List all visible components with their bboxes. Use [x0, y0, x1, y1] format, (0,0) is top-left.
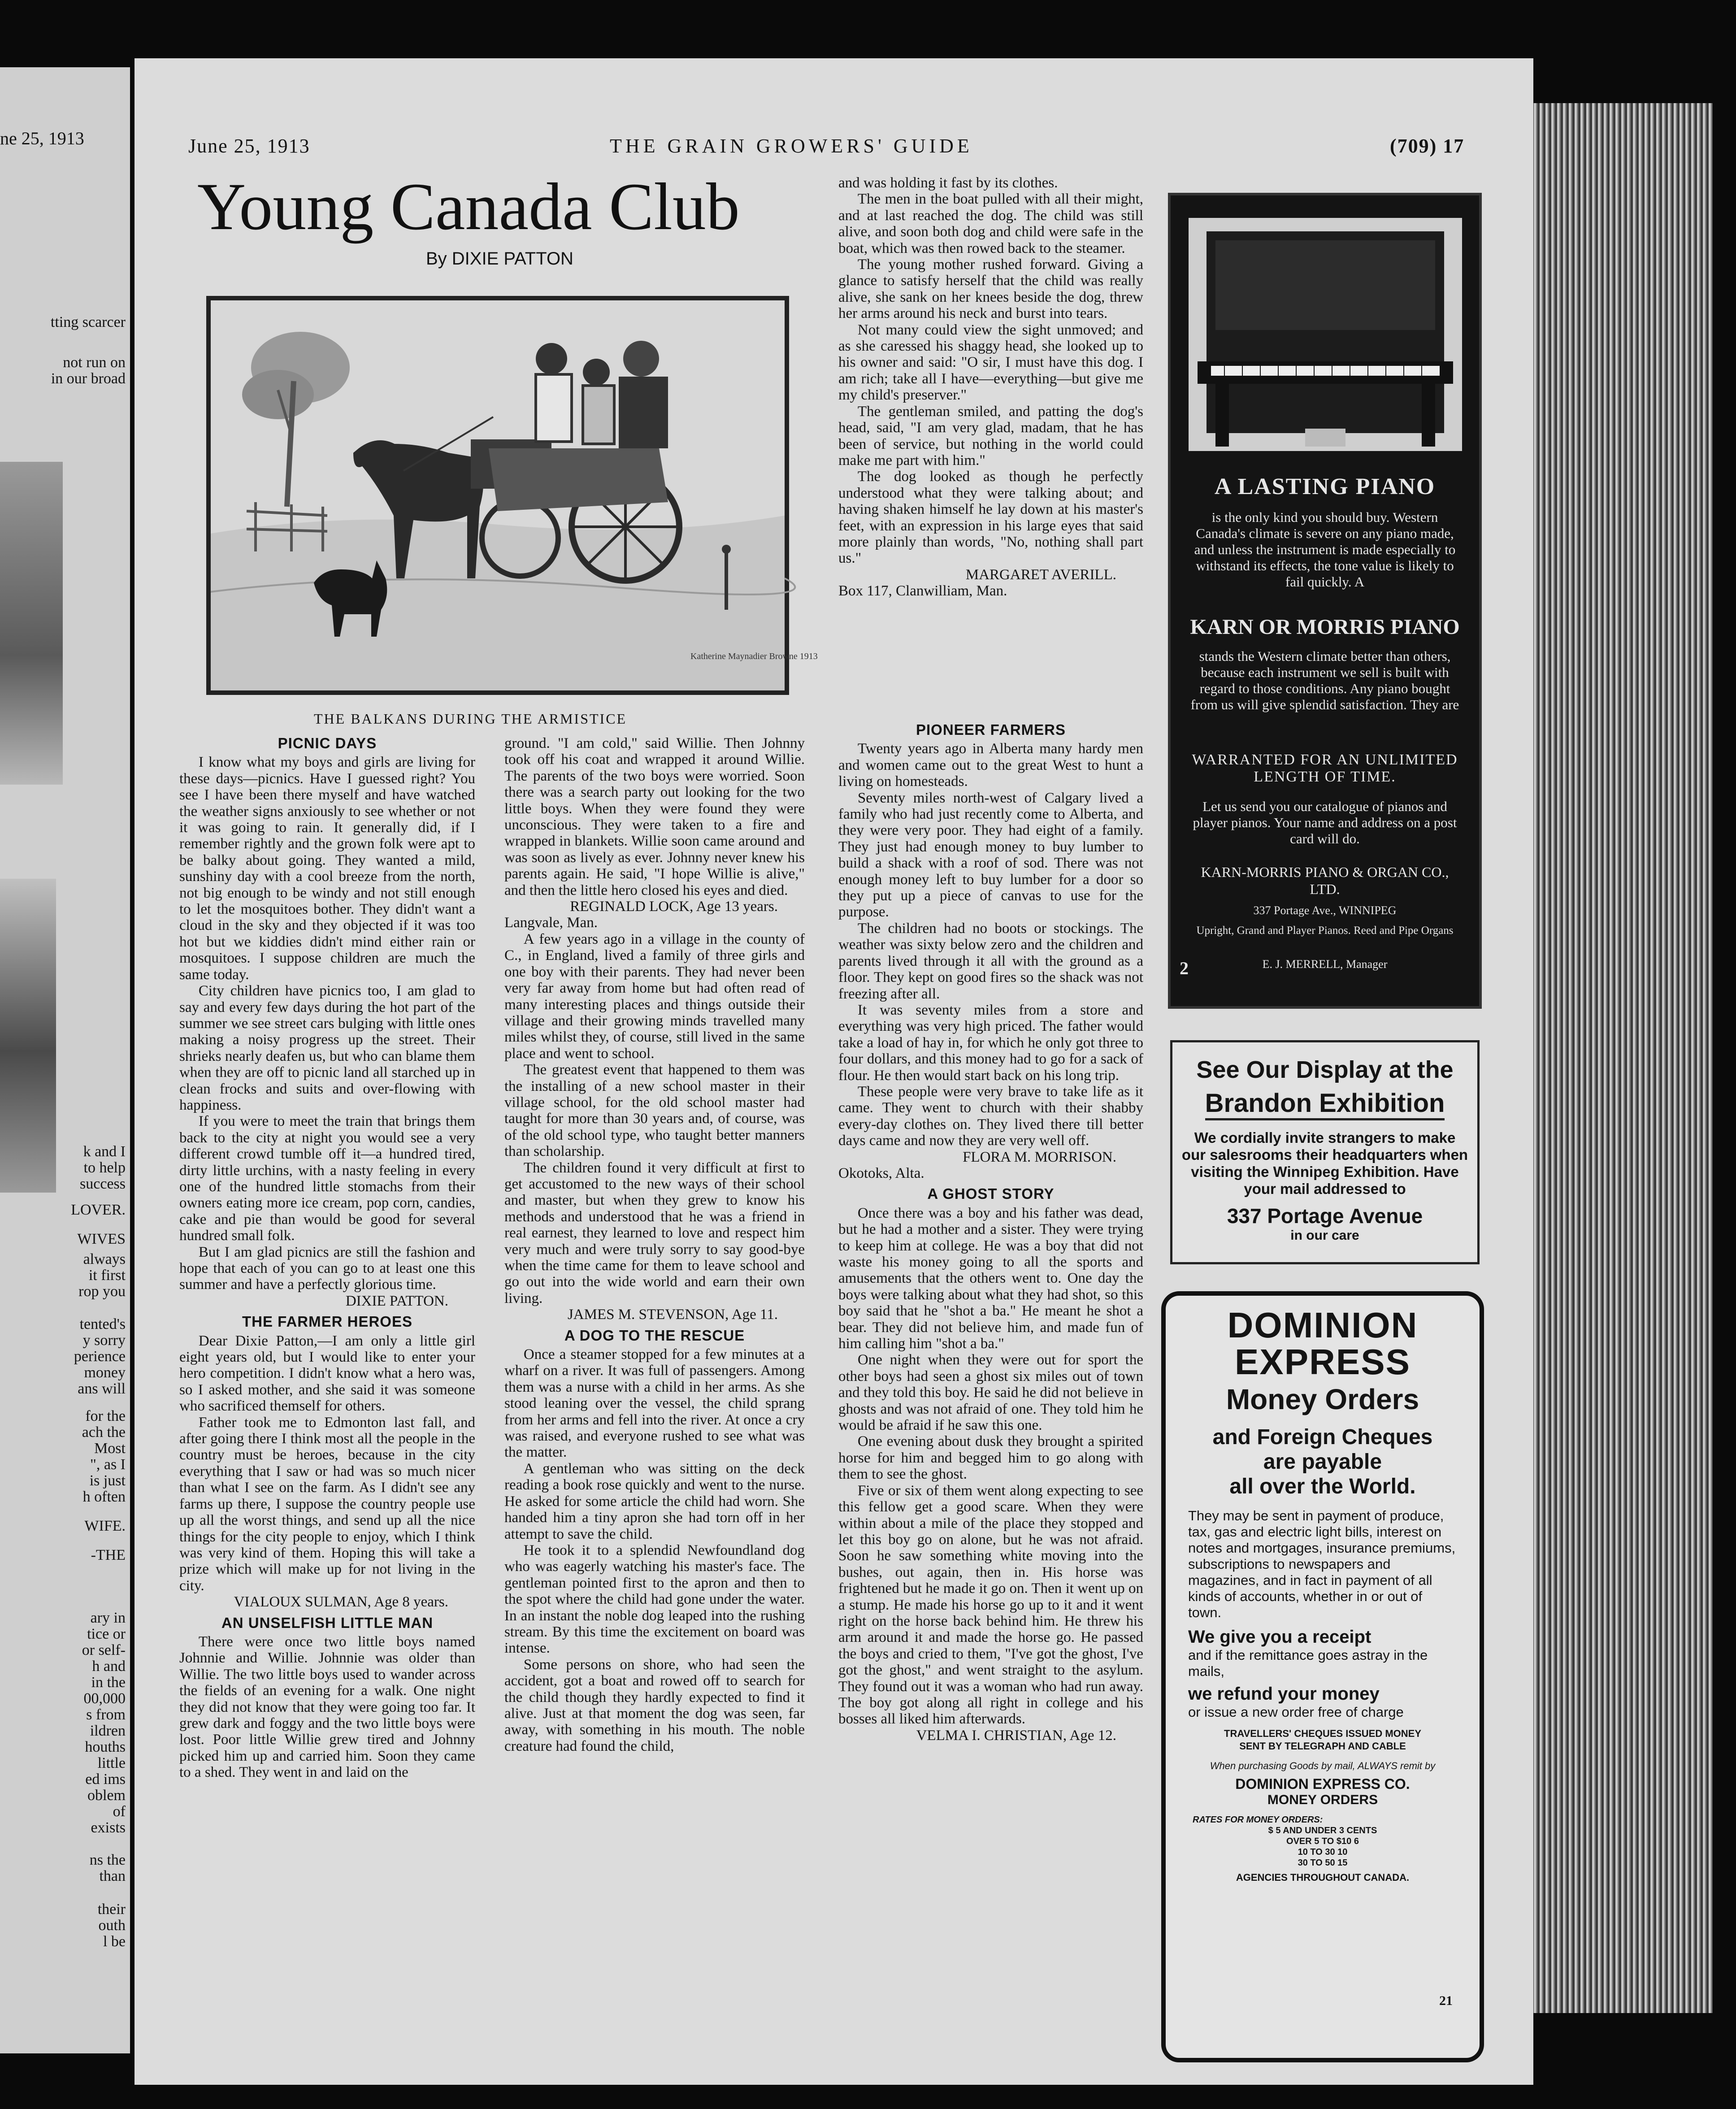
article-paragraph: I know what my boys and girls are living for these days—picnics. Have I guessed right? You see I have been there myself and have watched the weather signs anxiously to see whether or not it was going to rain. It generally did, if I remember rightly and the grown folk were apt to be balky about going. They wanted a mild, sunshiny day with a cool breeze from the north, not big enough to be windy and not still enough to let the mosquitoes bother. They didn't want a cloud in the sky and they objected if it was too hot but we kiddies didn't mind either rain or mosquitoes. I suppose children are much the same today. [179, 754, 475, 983]
piano-corner-mark: 2 [1180, 958, 1189, 978]
piano-manager: E. J. MERRELL, Manager [1262, 958, 1388, 971]
article-signature: FLORA M. MORRISON. [963, 1149, 1116, 1165]
left-page-fragment: ", as I [90, 1456, 126, 1473]
carriage-illustration [206, 296, 818, 695]
article-paragraph: He took it to a splendid Newfoundland dog who was eagerly watching his master's face. The gentleman pointed first to the apron and then to the spot where the child had gone under the water. In an instant the noble dog leaped into the rushing stream. By this time the excitement on board was intense. [504, 1542, 805, 1657]
piano-company: KARN-MORRIS PIANO & ORGAN CO., LTD. [1201, 864, 1449, 897]
left-page-fragment: ans will [78, 1380, 126, 1397]
express-money-orders: Money Orders [1226, 1383, 1419, 1415]
left-page-fragment: y sorry [82, 1332, 126, 1349]
express-company-orders: MONEY ORDERS [1267, 1792, 1378, 1807]
left-page-fragment: l be [103, 1933, 126, 1950]
left-page-fragment: to help [83, 1159, 126, 1176]
express-refund: we refund your money [1188, 1684, 1380, 1704]
left-page-fragment: of [113, 1803, 126, 1820]
article-paragraph: There were once two little boys named Johnnie and Willie. Johnnie was older than Willie. The two little boys used to wander across the fields of an evening for a walk. One night they did not know that they were going too far. It grew dark and foggy and the two little boys were lost. Poor little Willie grew tired and Johnny picked him up and carried him. Soon they came to a shed. They went in and laid on the [179, 1633, 475, 1781]
article-paragraph: Dear Dixie Patton,—I am only a little girl eight years old, but I would like to enter your hero competition. I didn't know what a hero was, so I asked mother, and she said it was someone who sacrificed themself for others. [179, 1332, 475, 1415]
column-3-top [838, 175, 1143, 599]
left-page-fragment: it first [88, 1267, 126, 1284]
piano-warranty: WARRANTED FOR AN UNLIMITED LENGTH OF TIME. [1192, 751, 1458, 785]
article-paragraph: ground. "I am cold," said Willie. Then Johnny took off his coat and wrapped it around Willie. The parents of the two boys were worried. Soon there was a search party out looking for the two little boys. When they were found they were unconscious. They were taken to a fire and wrapped in blankets. Willie soon came around and was soon as lively as ever. Johnny never knew his parents again. He said, "I hope Willie is alive," and then the little hero closed his eyes and died. [504, 735, 805, 898]
express-mark: 21 [1439, 1993, 1453, 2008]
express-body: They may be sent in payment of produce, tax, gas and electric light bills, interest on notes and mortgages, insurance premiums, subscriptions to newspapers and magazines, and in fact in payment of all kinds of accounts, whether in or out of town. [1188, 1508, 1456, 1620]
left-page-fragment: s from [86, 1706, 126, 1723]
express-agencies: AGENCIES THROUGHOUT CANADA. [1236, 1872, 1410, 1883]
left-page-fragment: rop you [78, 1283, 126, 1300]
article-paragraph: Once there was a boy and his father was dead, but he had a mother and a sister. They were trying to keep him at college. He was a boy that did not waste his money going to all the sports and amusements that the others went to. One day the boys were talking about what they had shot, so this boy said that he "shot a ba." He meant he shot a bear. They did not believe him, and made fun of him calling him "shot a ba." [838, 1205, 1143, 1352]
article-signature: VIALOUX SULMAN, Age 8 years. [234, 1594, 448, 1610]
book-page-edges [1520, 103, 1713, 2013]
left-page-fragment: oblem [87, 1787, 126, 1804]
article-paragraph: Twenty years ago in Alberta many hardy men and women came out to the great West to hunt a living on homesteads. [838, 741, 1143, 790]
left-page-fragment: perience [74, 1348, 126, 1365]
upright-piano-icon [1189, 218, 1462, 451]
left-page-fragment: outh [98, 1917, 126, 1934]
article-signature: DIXIE PATTON. [345, 1293, 448, 1309]
article-heading: A GHOST STORY [927, 1185, 1055, 1202]
article-paragraph: Some persons on shore, who had seen the accident, got a boat and rowed off to search for the child though they hardly expected to find it alive. Just at that moment the dog was seen, far away, with something in his mouth. The noble creature had found the child, [504, 1656, 805, 1754]
left-page-fragment: k and I [83, 1143, 126, 1160]
left-page-fragment: in our broad [51, 370, 126, 387]
left-page-fragment: not run on [63, 354, 126, 371]
express-receipt: We give you a receipt [1188, 1627, 1371, 1647]
rate-row: $ 5 AND UNDER 3 CENTS [1268, 1826, 1377, 1836]
article-paragraph: Not many could view the sight unmoved; and as she caressed his shaggy head, she looked up to his owner and said: "O sir, I must have this dog. I am rich; take all I have—everything—but give me my child's preserver." [838, 321, 1143, 404]
rate-row: 30 TO 50 15 [1298, 1858, 1348, 1868]
express-receipt-rest: and if the remittance goes astray in the mails, [1188, 1647, 1428, 1679]
article-heading: PICNIC DAYS [278, 735, 377, 751]
display-line-1: See Our Display at the [1196, 1056, 1454, 1083]
article-paragraph: The men in the boat pulled with all their might, and at last reached the dog. The child was still alive, and soon both dog and child were safe in the boat, which was then rowed back to the steamer. [838, 191, 1143, 256]
article-signature: JAMES M. STEVENSON, Age 11. [567, 1306, 778, 1323]
piano-brand: KARN OR MORRIS PIANO [1190, 615, 1460, 639]
left-page-fragment: little [97, 1755, 126, 1771]
left-page-fragment: is just [89, 1472, 126, 1489]
left-page-fragment: always [83, 1251, 126, 1267]
article-heading: AN UNSELFISH LITTLE MAN [221, 1614, 434, 1631]
left-page-fragment: WIFE. [84, 1518, 126, 1534]
article-paragraph: If you were to meet the train that brings them back to the city at night you would see a very different crowd tumble off it—a hundred tired, dirty little urchins, with a nasty feeling in every one of the hundred little stomachs from their owners eating more ice cream, pop corn, candies, cake and pie than would be good for several hundred small folk. [179, 1113, 475, 1244]
article-paragraph: A few years ago in a village in the county of C., in England, lived a family of three girls and one boy with their parents. They had never been very far away from home but had often read of many interesting places and things outside their village and their growing minds travelled many miles whilst they, of course, still lived in the same place and went to school. [504, 931, 805, 1062]
left-page-fragment: their [97, 1901, 126, 1918]
display-line-2: Brandon Exhibition [1205, 1088, 1445, 1120]
express-payable: are payable [1263, 1450, 1382, 1474]
page-title: Young Canada Club [197, 169, 740, 244]
article-paragraph: and was holding it fast by its clothes. [838, 175, 1058, 191]
article-signature: REGINALD LOCK, Age 13 years. [570, 898, 778, 915]
express-rates-title: RATES FOR MONEY ORDERS: [1193, 1815, 1323, 1825]
article-paragraph: These people were very brave to take life as it came. They went to church with their shabby every-day clothes on. They lived there till better days came and now they are very well off. [838, 1083, 1143, 1149]
artist-signature: Katherine Maynadier Browne 1913 [690, 651, 818, 661]
column-1 [179, 731, 475, 1781]
rate-row: OVER 5 TO $10 6 [1286, 1836, 1359, 1846]
byline: By DIXIE PATTON [426, 249, 573, 269]
column-2 [504, 735, 805, 1754]
left-page-fragment: LOVER. [71, 1202, 126, 1218]
illustration-caption: THE BALKANS DURING THE ARMISTICE [314, 711, 627, 727]
piano-address: 337 Portage Ave., WINNIPEG [1253, 904, 1397, 917]
karn-piano-advertisement [1168, 193, 1482, 1009]
article-paragraph: But I am glad picnics are still the fashion and hope that each of you can go to at least one this summer and have a perfectly glorious time. [179, 1244, 475, 1293]
display-care: in our care [1290, 1228, 1359, 1243]
left-page-fragment: tented's [79, 1316, 126, 1332]
piano-body-3: Let us send you our catalogue of pianos and player pianos. Your name and address on a post card will do. [1193, 798, 1457, 846]
article-heading: PIONEER FARMERS [916, 721, 1066, 738]
left-page-fragment: than [99, 1868, 126, 1884]
left-page-fragment: ed ims [85, 1771, 126, 1788]
left-page-fragment: exists [91, 1819, 126, 1836]
left-page-margin [0, 67, 130, 2053]
left-page-fragment: -THE [91, 1547, 126, 1563]
article-paragraph: One night when they were out for sport the other boys had seen a ghost six miles out of town and they told this boy. He said he did not believe in ghosts and was not afraid of one. They told him he would be afraid if he saw this one. [838, 1352, 1143, 1434]
left-page-fragment: tting scarcer [50, 314, 126, 330]
header-page-number: (709) 17 [1390, 135, 1465, 157]
express-world: all over the World. [1229, 1475, 1416, 1498]
article-paragraph: The children had no boots or stockings. The weather was sixty below zero and the children and parents lived through it all with the ground as a floor. They kept on good fires so the shack was not freezing after all. [838, 920, 1143, 1002]
left-page-fragment: ach the [82, 1424, 126, 1441]
piano-body-2: stands the Western climate better than others, because each instrument we sell is built with regard to those conditions. Any piano bought from us will give splendid satisfaction. They are [1190, 648, 1459, 712]
left-page-fragment: houths [85, 1739, 126, 1755]
left-page-fragment: h and [92, 1658, 126, 1675]
cart-drawing [211, 300, 818, 690]
express-travellers: TRAVELLERS' CHEQUES ISSUED MONEY SENT BY TELEGRAPH AND CABLE [1224, 1728, 1421, 1752]
left-page-fragment: WIVES [77, 1231, 126, 1247]
column-3-bottom [838, 717, 1143, 1744]
express-cheques: and Foreign Cheques [1212, 1425, 1433, 1449]
article-paragraph: The children found it very difficult at first to get accustomed to the new ways of their school and master, but when they grew to know his methods and understood that he was a friend in real earnest, they learned to love and respect him very much and were truly sorry to say good-bye when the time came for them to leave school and go out into the wide world and earn their own living. [504, 1159, 805, 1306]
article-signature: VELMA I. CHRISTIAN, Age 12. [916, 1727, 1116, 1744]
left-page-illustration [0, 462, 63, 785]
express-brand-2: EXPRESS [1235, 1342, 1410, 1382]
left-page-fragment: for the [85, 1408, 126, 1424]
piano-picture [1189, 218, 1462, 451]
piano-products: Upright, Grand and Player Pianos. Reed and Pipe Organs [1196, 924, 1454, 937]
article-place: Box 117, Clanwilliam, Man. [838, 583, 1007, 599]
left-page-fragment: money [84, 1364, 126, 1381]
display-body: We cordially invite strangers to make our salesrooms their headquarters when visiting the Winnipeg Exhibition. Have your mail addressed to [1181, 1129, 1468, 1197]
article-place: Langvale, Man. [504, 915, 598, 931]
article-paragraph: Seventy miles north-west of Calgary lived a family who had just recently come to Alberta, and they were very poor. They had eight of a family. They just had enough money to buy lumber to build a shack with a roof of sod. There was not enough money left to buy lumber for a door so they put up a piece of canvas to use for the purpose. [838, 790, 1143, 920]
left-page-date: ne 25, 1913 [0, 128, 84, 148]
express-refund-rest: or issue a new order free of charge [1188, 1704, 1404, 1720]
express-purchasing: When purchasing Goods by mail, ALWAYS remit by [1210, 1760, 1436, 1771]
left-page-fragment: in the [91, 1674, 126, 1691]
article-paragraph: The young mother rushed forward. Giving a glance to satisfy herself that the child was really alive, she sank on her knees beside the dog, threw her arms around his neck and burst into tears. [838, 256, 1143, 322]
article-paragraph: Father took me to Edmonton last fall, and after going there I think most all the people in the country must be heroes, because in the city everything that I saw or had was so much nicer than what I see on the farm. As I didn't see any farms up there, I suppose the country people use up all the worst things, and send up all the nice things for the city people to enjoy, which I think was very kind of them. Hoping this will take a prize which will make up for not living in the city. [179, 1414, 475, 1594]
article-place: Okotoks, Alta. [838, 1165, 924, 1181]
article-paragraph: The gentleman smiled, and patting the dog's head, said, "I am very glad, madam, that he has been of service, but nothing in the world could make me part with him." [838, 403, 1143, 469]
brandon-exhibition-advertisement [1170, 1040, 1480, 1264]
express-rates-table [1193, 1825, 1453, 1868]
piano-body-1: is the only kind you should buy. Western Canada's climate is severe on any piano made, and unless the instrument is made especially to withstand its effects, the tone value is likely to fail quickly. A [1194, 509, 1456, 590]
article-paragraph: The greatest event that happened to them was the installing of a new school master in their village school, for the old school master had taught for more than 30 years and, of course, was of the old school type, who taught better manners than scholarship. [504, 1062, 805, 1160]
article-heading: THE FARMER HEROES [242, 1313, 413, 1330]
left-page-fragment: success [80, 1176, 126, 1192]
left-page-fragment: 00,000 [83, 1690, 126, 1707]
article-paragraph: Five or six of them went along expecting to see this fellow get a good scare. When they were within about a mile of the place they stopped and let this boy go on alone, but he was not afraid. Soon he saw something white moving into the bushes, out again, then in. His horse was frightened but he made it go on. Then it went up on a stump. He made his horse go up to it and it went right on the horse back behind him. He threw his arm around it and made the horse go. He passed the boys and cried to them, "I've got the ghost, I've got the ghost," and went straight to the asylum. They found out it was a woman who had run away. The boy got along all right in college and his bosses all liked him afterwards. [838, 1482, 1143, 1727]
article-paragraph: It was seventy miles from a store and everything was very high priced. The father would take a load of hay in, for which he only got three to four dollars, and this money had to go for a sack of flour. He then would start back on his long trip. [838, 1002, 1143, 1084]
article-paragraph: A gentleman who was sitting on the deck reading a book rose quickly and went to the nurse. He asked for some article the child had worn. She handed him a tiny apron she had torn off in her attempt to save the child. [504, 1460, 805, 1542]
left-page-fragment: tice or [87, 1626, 126, 1642]
rate-row: 10 TO 30 10 [1298, 1847, 1348, 1857]
article-paragraph: Once a steamer stopped for a few minutes at a wharf on a river. It was full of passengers. Among them was a nurse with a child in her arms. As she stood leaning over the vessel, the child sprang from her arms and fell into the river. At once a cry was raised, and everyone rushed to see what was the matter. [504, 1346, 805, 1461]
express-brand-1: DOMINION [1227, 1305, 1418, 1345]
article-paragraph: City children have picnics too, I am glad to say and every few days during the hot part of the summer we see street cars bulging with little ones making a noisy progress up the street. Their shrieks nearly deafen us, but who can blame them when they are off to picnic land all starched up in clean frocks and suits and over-flowing with happiness. [179, 983, 475, 1113]
dominion-express-advertisement [1161, 1291, 1484, 2062]
display-address: 337 Portage Avenue [1227, 1204, 1423, 1228]
article-signature: MARGARET AVERILL. [965, 566, 1116, 583]
left-page-fragment: ildren [90, 1723, 126, 1739]
left-page-fragment: ns the [89, 1852, 126, 1868]
article-heading: A DOG TO THE RESCUE [564, 1327, 745, 1344]
header-publication: THE GRAIN GROWERS' GUIDE [610, 135, 973, 157]
express-company: DOMINION EXPRESS CO. [1235, 1776, 1410, 1792]
left-page-fragment: or self- [82, 1642, 126, 1658]
left-page-fragment: Most [94, 1440, 126, 1457]
article-paragraph: One evening about dusk they brought a spirited horse for him and begged him to go along with them to see the ghost. [838, 1433, 1143, 1483]
article-paragraph: The dog looked as though he perfectly understood what they were talking about; and having shaken himself he lay down at his master's feet, with an expression in his large eyes that said more plainly than words, "No, nothing shall part us." [838, 469, 1143, 567]
header-date: June 25, 1913 [188, 135, 310, 157]
piano-headline: A LASTING PIANO [1214, 474, 1436, 499]
left-page-fragment: ary in [90, 1610, 126, 1626]
left-page-fragment: h often [82, 1488, 126, 1505]
